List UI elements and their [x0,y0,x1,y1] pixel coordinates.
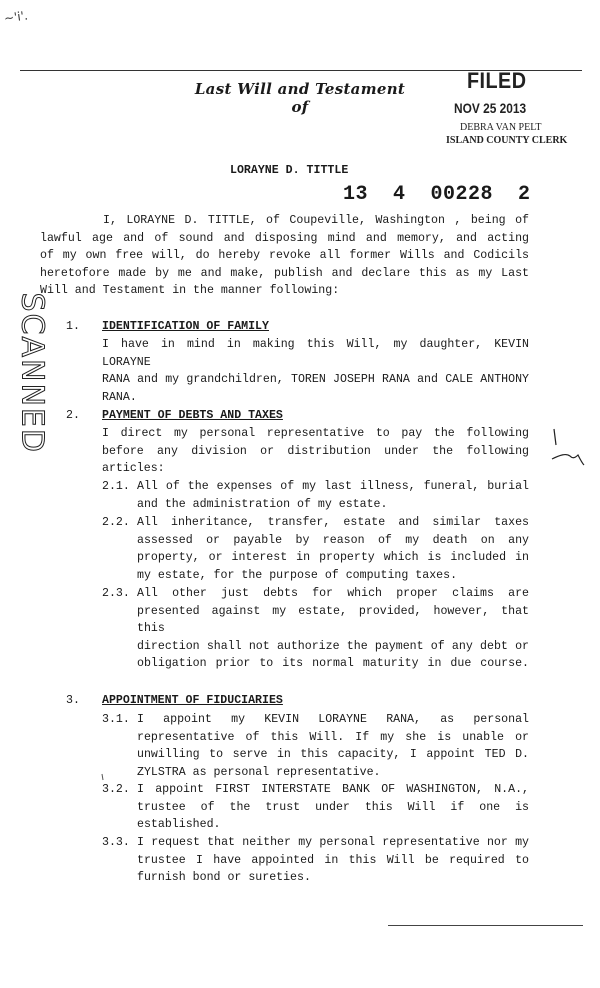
clause-3-2 [137,781,529,834]
body-line: obligation prior to its normal maturity in due course. [137,657,529,671]
clause-2-2-number: 2.2. [102,516,130,529]
intro-line: I, LORAYNE D. TITTLE, of Coupeville, Washington , being of [103,214,529,227]
body-line: representative of this Will. If my she is unable or [137,730,529,744]
body-line: I direct my personal representative to pay the following [102,427,529,440]
clause-3-3 [137,834,529,887]
intro-line: of my own free will, do hereby revoke all former Wills and Codicils [40,249,529,263]
clause-2-3-number: 2.3. [102,587,130,600]
scan-mark: ~'i'. [3,8,29,26]
body-line: RANA and my grandchildren, TOREN JOSEPH RANA and CALE ANTHONY [102,373,529,387]
clerk-name: DEBRA VAN PELT [460,122,542,133]
clause-2-2 [137,514,529,584]
clause-2-1 [137,478,529,513]
body-line: and the administration of my estate. [137,497,388,511]
body-line: direction shall not authorize the payment of any debt or [137,639,529,653]
filed-date: NOV 25 2013 [454,100,527,116]
clause-3-1 [137,711,529,781]
intro-paragraph [40,212,529,300]
body-line: All inheritance, transfer, estate and similar taxes [137,516,529,529]
body-line: trustee I have appointed in this Will be required to [137,853,529,867]
intro-line: Will and Testament in the manner following: [40,284,340,298]
body-line: I appoint FIRST INTERSTATE BANK OF WASHINGTON, N.A., [137,783,529,796]
clause-3-2-number: 3.2. [102,783,130,796]
body-line: I have in mind in making this Will, my daughter, KEVIN LORAYNE [102,338,529,369]
filed-label: FILED [467,68,527,93]
section-3-number: 3. [66,694,80,707]
margin-handwriting-mark [540,425,596,475]
section-2-number: 2. [66,409,80,422]
body-line: before any division or distribution under the following [102,444,529,458]
body-line: presented against my estate, provided, however, that this [137,604,529,636]
section-2-body [102,425,529,478]
body-line: established. [137,818,221,832]
section-1-number: 1. [66,320,80,333]
section-1-body [102,336,529,406]
body-line: All other just debts for which proper claims are [137,587,529,600]
section-2-heading: PAYMENT OF DEBTS AND TAXES [102,409,283,422]
body-line: articles: [102,462,165,476]
body-line: unwilling to serve in this capacity, I appoint TED D. [137,748,529,762]
intro-line: heretofore made by me and make, publish and declare this as my Last [40,266,529,280]
clause-3-1-number: 3.1. [102,713,130,726]
clause-3-3-number: 3.3. [102,836,130,849]
body-line: furnish bond or sureties. [137,871,311,885]
body-line: assessed or payable by reason of my death on any [137,533,529,547]
testator-name: LORAYNE D. TITTLE [230,164,349,177]
intro-line: lawful age and of sound and disposing mind and memory, and acting [40,231,529,245]
body-line: property, or interest in property which is included in [137,551,529,565]
section-3-heading: APPOINTMENT OF FIDUCIARIES [102,694,283,707]
body-line: my estate, for the purpose of computing taxes. [137,568,458,582]
body-line: trustee of the trust under this Will if one is [137,800,529,814]
body-line: I appoint my KEVIN LORAYNE RANA, as personal [137,713,529,726]
body-line: I request that neither my personal representative nor my [137,836,529,849]
scanned-stamp: SCANNED [14,292,50,454]
bottom-rule [388,925,583,926]
filing-stamp [440,66,580,156]
page-title: Last Will and Testament of [194,80,406,116]
margin-tick-mark [98,772,108,786]
body-line: RANA. [102,390,137,404]
clause-2-1-number: 2.1. [102,480,130,493]
section-1-heading: IDENTIFICATION OF FAMILY [102,320,269,333]
body-line: ZYLSTRA as personal representative. [137,765,381,779]
clerk-title: ISLAND COUNTY CLERK [446,135,568,146]
body-line: All of the expenses of my last illness, funeral, burial [137,480,529,493]
clause-2-3 [137,585,529,673]
case-number: 13 4 00228 2 [343,183,531,206]
